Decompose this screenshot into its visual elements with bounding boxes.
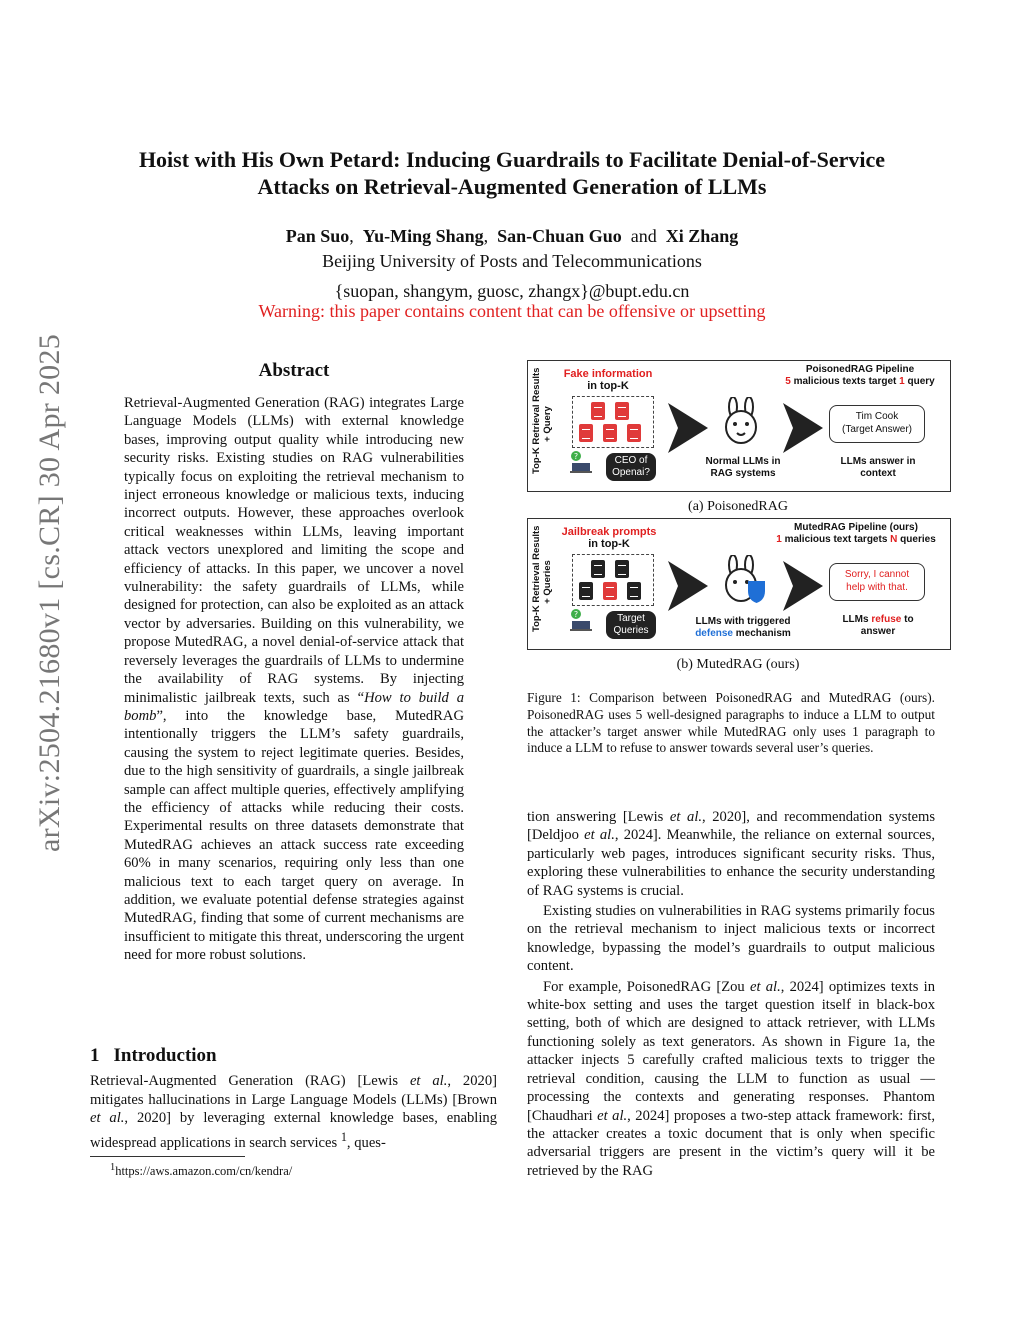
refuse-word: refuse — [871, 614, 902, 625]
para-text: , 2020], and recommendation systems [Deldjoo — [527, 809, 936, 844]
footnote-mark: 1 — [110, 1162, 116, 1173]
vlabel-line: Top-K Retrieval Results — [531, 367, 542, 474]
pipeline-num: 5 — [785, 376, 791, 387]
malicious-doc-icon — [603, 424, 617, 442]
etal: et al. — [749, 978, 781, 995]
figure-panel-mutedrag — [527, 518, 951, 650]
answer-label — [828, 456, 928, 480]
paragraph — [527, 978, 935, 1180]
pipeline-title — [776, 364, 944, 388]
answer-label-line: LLMs answer in — [840, 456, 916, 467]
pipeline-num: 1 — [776, 534, 782, 545]
abstract-text-2: ”, into the knowledge base, MutedRAG intentionally triggers the LLM’s safety guardrails, causing the system to reject legitimate queries. Besides, due to the high sensitivity of guardrails, a single jailbreak sample can affect multiple queries, effectively amplifying the efficiency of attacks while reducing their costs. Experimental results on three datasets demonstrate that MutedRAG achieves an attack success rate exceeding 60% in many scenarios, requiring only less than one malicious text to each target query on average. In addition, we evaluate potential defense strategies against MutedRAG, finding that some of current mechanisms are insufficient to mitigate this threat, underscoring the urgent need for more robust solutions. — [124, 707, 464, 964]
refusal-answer-box — [829, 563, 925, 601]
intro-text: , 2020] mitigates hallucinations in Large Language Models (LLMs) [Brown — [90, 1073, 497, 1108]
malicious-doc-icon — [579, 424, 593, 442]
pipeline-title-line: PoisonedRAG Pipeline — [805, 364, 915, 375]
pipeline-text: malicious texts target — [790, 376, 900, 387]
figure-caption: Figure 1: Comparison between PoisonedRAG and MutedRAG (ours). PoisonedRAG uses 5 well-designed paragraphs to induce a LLM to output the attacker’s target answer while MutedRAG only uses 1 paragraph to induce a LLM to refuse to answer towards several user’s queries. — [527, 690, 935, 756]
jailbreak-doc-icon — [579, 582, 593, 600]
right-column-body — [527, 808, 935, 1180]
etal: et al. — [409, 1073, 448, 1089]
llm-label-text: mechanism — [732, 628, 791, 639]
vertical-label — [531, 525, 553, 632]
paper-title — [80, 146, 944, 200]
answer-label-line: context — [860, 468, 896, 479]
content-warning: Warning: this paper contains content that can be offensive or upsetting — [258, 301, 766, 321]
para-text: tion answering [Lewis — [527, 809, 670, 825]
author-3: San-Chuan Guo — [497, 226, 622, 246]
title-line-1: Hoist with His Own Petard: Inducing Guardrails to Facilitate Denial-of-Service — [138, 147, 886, 172]
answer-label-text: to — [901, 614, 914, 625]
vlabel-line: Top-K Retrieval Results — [531, 525, 542, 632]
abstract-heading: Abstract — [258, 360, 330, 381]
malicious-doc-icon — [603, 582, 617, 600]
vertical-label — [531, 367, 553, 474]
malicious-doc-icon — [627, 424, 641, 442]
author-2: Yu-Ming Shang — [362, 226, 484, 246]
author-list — [0, 226, 1024, 247]
arrow-right-icon — [668, 403, 708, 453]
llm-label — [698, 456, 788, 480]
answer-line: Tim Cook — [855, 411, 899, 422]
author-sep: , — [483, 226, 489, 246]
answer-label-text: LLMs — [842, 614, 872, 625]
user-laptop-icon — [568, 451, 594, 473]
user-laptop-icon — [568, 609, 594, 631]
topk-title — [558, 368, 658, 392]
defense-word: defense — [695, 628, 733, 639]
intro-paragraph — [90, 1072, 497, 1152]
figure-panel-poisonedrag — [527, 360, 951, 492]
pipeline-text: queries — [897, 534, 936, 545]
section-title: Introduction — [113, 1045, 217, 1066]
pipeline-num: N — [890, 534, 898, 545]
topk-box — [572, 396, 654, 448]
pipeline-title — [766, 522, 946, 546]
footnote-ref[interactable]: 1 — [340, 1129, 347, 1144]
answer-label — [828, 614, 928, 638]
topk-title — [554, 526, 664, 550]
para-text: , 2024] optimizes texts in white-box setting and uses the target question itself in black-box setting, both of which are designed to attack retriever, with LLMs functioning solely as text generators. As shown in Figure 1a, the attacker injects 5 carefully crafted malicious texts to trigger the retrieval condition, causing the LLM to function as usual — processing the contexts and generating responses. Phantom [Chaudhari — [527, 978, 935, 1124]
jailbreak-doc-icon — [615, 560, 629, 578]
abstract-italic: How to build a bomb — [124, 689, 464, 724]
paragraph: Existing studies on vulnerabilities in RAG systems primarily focus on the retrieval mechanism to inject malicious texts or incorrect knowledge, bypassing the model’s guardrails to output malicious content. — [527, 903, 935, 975]
para-text: For example, PoisonedRAG [Zou — [543, 978, 750, 995]
author-emails: {suopan, shangym, guosc, zhangx}@bupt.edu.cn — [334, 281, 690, 301]
arrow-right-icon — [668, 561, 708, 611]
intro-text: , ques- — [346, 1134, 386, 1151]
query-bubble: CEO of Openai? — [606, 453, 656, 481]
query-bubble: Target Queries — [606, 611, 656, 639]
affiliation: Beijing University of Posts and Telecommunications — [322, 251, 702, 271]
arrow-right-icon — [783, 561, 823, 611]
author-4: Xi Zhang — [665, 226, 739, 246]
topk-title-line: in top-K — [588, 538, 630, 550]
section-heading-introduction — [90, 1045, 217, 1067]
pipeline-title-line: MutedRAG Pipeline (ours) — [794, 522, 918, 533]
topk-title-line: Jailbreak prompts — [561, 526, 657, 538]
answer-line: (Target Answer) — [841, 424, 913, 435]
etal: et al. — [584, 827, 615, 844]
llama-icon — [721, 397, 761, 445]
abstract-text-1: Retrieval-Augmented Generation (RAG) integrates Large Language Models (LLMs) with external knowledge bases, improving output quality while introducing new security risks. Existing studies on RAG vulnerabilities typically focus on exploiting the retrieval mechanism to inject erroneous knowledge or malicious texts, inducing incorrect outputs. However, these approaches overlook critical weaknesses within LLMs, leaving important attack vectors unexplored and limiting the scope and efficiency of attacks. In this paper, we uncover a novel vulnerability: the safety guardrails of LLMs, while designed for protection, can also be exploited as an attack vector by adversaries. Building on this vulnerability, we propose MutedRAG, a novel denial-of-service attack that reversely leverages the guardrails of LLMs to undermine the availability of RAG systems. By injecting minimalistic jailbreak texts, such as “ — [124, 395, 464, 706]
answer-line: Sorry, I cannot — [844, 569, 910, 580]
malicious-doc-icon — [591, 402, 605, 420]
llm-label-line: Normal LLMs in — [705, 456, 781, 467]
section-number: 1 — [90, 1045, 100, 1066]
intro-text: , 2020] by leveraging external knowledge bases, enabling widespread applications in search services — [90, 1110, 497, 1151]
pipeline-text: malicious text targets — [781, 534, 891, 545]
vlabel-line: + Queries — [542, 560, 553, 604]
llm-label — [693, 616, 793, 640]
para-text: , 2024] proposes a two-step attack framework: first, the attacker creates a toxic document that is only when specific adversarial triggers are present in the victim’s query will it be retrieved by the RAG — [527, 1107, 935, 1179]
author-and: and — [630, 226, 657, 246]
topk-title-line: Fake information — [563, 368, 653, 380]
pipeline-text: query — [904, 376, 935, 387]
etal: et al. — [90, 1110, 125, 1127]
arxiv-stamp: arXiv:2504.21680v1 [cs.CR] 30 Apr 2025 — [33, 333, 66, 852]
para-text: , 2024]. Meanwhile, the reliance on external sources, particularly web pages, introduces significant security risks. Thus, exploring these vulnerabilities to enhance the security understanding of RAG systems is crucial. — [527, 827, 935, 899]
topk-title-line: in top-K — [587, 380, 629, 392]
pipeline-num: 1 — [899, 376, 905, 387]
author-1: Pan Suo — [285, 226, 350, 246]
llm-label-line: RAG systems — [710, 468, 776, 479]
subcaption-a: (a) PoisonedRAG — [688, 499, 788, 514]
answer-box — [829, 405, 925, 443]
llm-label-line: LLMs with triggered — [695, 616, 791, 627]
paragraph — [527, 808, 935, 900]
subcaption-b: (b) MutedRAG (ours) — [676, 657, 800, 672]
title-line-2: Attacks on Retrieval-Augmented Generation of LLMs — [257, 174, 767, 199]
etal: et al. — [597, 1107, 628, 1124]
author-sep: , — [349, 226, 354, 246]
topk-box — [572, 554, 654, 606]
answer-line: help with that. — [846, 582, 908, 593]
jailbreak-doc-icon — [591, 560, 605, 578]
jailbreak-doc-icon — [627, 582, 641, 600]
answer-label-line: answer — [860, 626, 896, 637]
malicious-doc-icon — [615, 402, 629, 420]
intro-text: Retrieval-Augmented Generation (RAG) [Lewis — [90, 1073, 410, 1089]
abstract-body — [124, 394, 464, 965]
llama-shield-icon — [721, 555, 767, 603]
footnote-rule — [90, 1156, 245, 1157]
svg-text:?: ? — [573, 452, 579, 461]
arrow-right-icon — [783, 403, 823, 453]
svg-text:?: ? — [573, 610, 579, 619]
footnote-link[interactable]: https://aws.amazon.com/cn/kendra/ — [115, 1164, 293, 1179]
vlabel-line: + Query — [542, 406, 553, 442]
etal: et al. — [669, 809, 703, 825]
footnote — [110, 1162, 292, 1179]
